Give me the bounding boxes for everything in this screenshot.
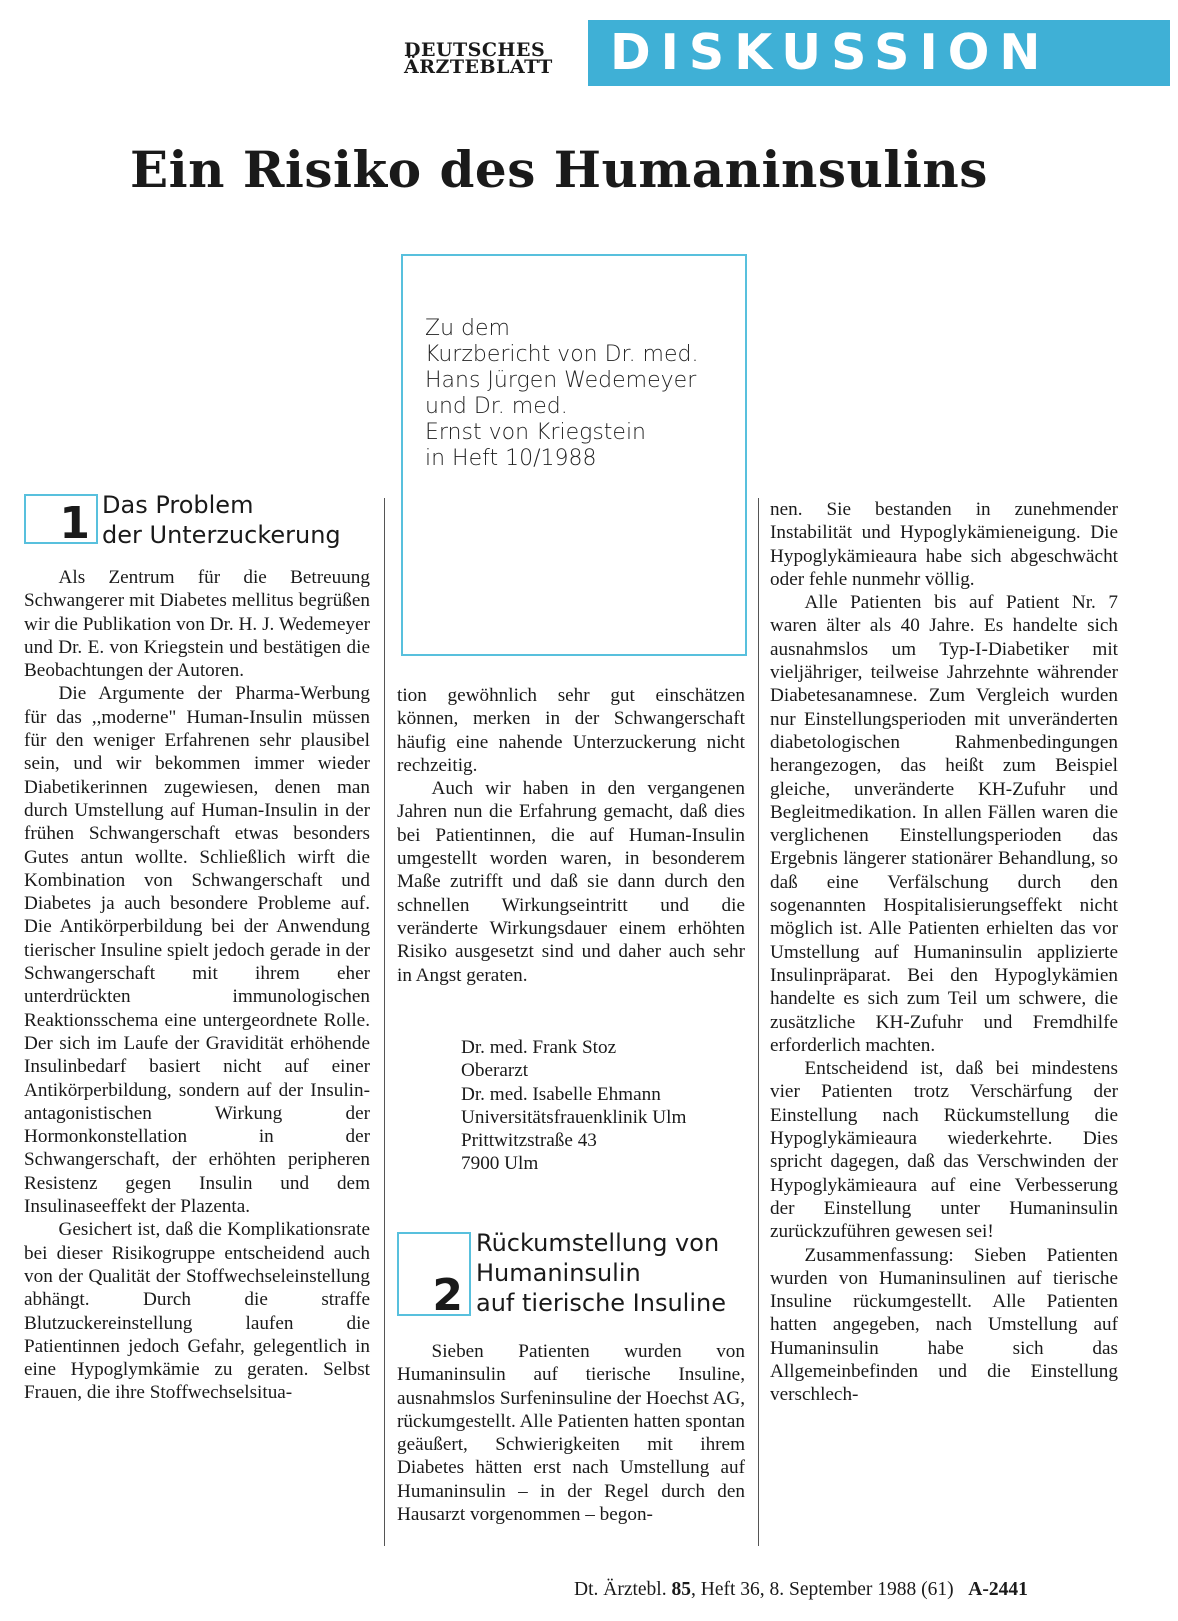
reference-line: Zu dem	[425, 316, 510, 341]
masthead-line2: ÄRZTEBLATT	[404, 56, 553, 78]
paragraph: Als Zentrum für die Betreuung Schwangerer mit Diabetes mellitus begrüßen wir die Publikation von Dr. H. J. Wedemeyer und Dr. E. von Kriegstein und bestätigen die Beobachtungen der Autoren.	[24, 567, 370, 682]
signature-line: Dr. med. Frank Stoz	[461, 1037, 617, 1058]
section-heading-line: der Unterzuckerung	[102, 521, 341, 549]
signature-line: 7900 Ulm	[461, 1153, 539, 1175]
paragraph: Sieben Patienten wurden von Humaninsulin auf tierische Insuline, ausnahmslos Surfeninsuline der Hoechst AG, rückumgestellt. Alle Patienten hatten spontan geäußert, Schwierigkeiten mit ihrem Diabetes hätten erst nach Umstellung auf Humaninsulin – in der Regel durch den Hausarzt vorgenommen – begon-	[397, 1341, 745, 1526]
section-number-box	[24, 494, 98, 549]
paragraph: nen. Sie bestanden in zunehmender Instabilität und Hypoglykämieneigung. Die Hypoglykämieaura habe sich abgeschwächt oder fehle nunmehr völlig.	[770, 499, 1118, 590]
section-heading-line: Rückumstellung von	[476, 1229, 720, 1257]
text-column-2	[397, 684, 745, 987]
section-banner	[588, 20, 1170, 86]
section-label: DISKUSSION	[610, 24, 1051, 81]
signature-line: Prittwitzstraße 43	[461, 1130, 597, 1152]
section-number-box	[397, 1232, 471, 1321]
article-title: Ein Risiko des Humaninsulins	[130, 140, 988, 199]
footer-journal: Dt. Ärztebl.	[574, 1579, 667, 1600]
reference-line: Ernst von Kriegstein	[425, 420, 646, 445]
section-heading-line: Das Problem	[102, 491, 254, 519]
signature-line: Oberarzt	[461, 1060, 529, 1082]
paragraph: Die Argumente der Pharma-Werbung für das ,,moderne" Human-Insulin müssen für den weniger Erfahrenen sehr plausibel sein, und wir bekommen immer wieder Diabetikerinnen zugewiesen, denen man durch Umstellung auf Human-Insulin in der frühen Schwangerschaft etwas besonders Gutes antun wollte. Schließlich wirft die Kombination von Schwangerschaft und Diabetes ja auch besondere Probleme auf. Die Antikörperbildung bei der Anwendung tierischer Insuline spielt jedoch gerade in der Schwangerschaft mit ihrem eher unterdrückten immunologischen Reaktionsschema eine untergeordnete Rolle. Der sich im Laufe der Gravidität erhöhende Insulinbedarf basiert nicht auf einer Antikörperbildung, sondern auf der Insulin-antagonistischen Wirkung der Hormonkonstellation in der Schwangerschaft, der erhöhten peripheren Resistenz gegen Insulin und dem Insulinaseeffekt der Plazenta.	[24, 683, 370, 1218]
footer-page: A-2441	[968, 1579, 1028, 1600]
masthead-line1: DEUTSCHES	[404, 39, 546, 61]
paragraph: Alle Patienten bis auf Patient Nr. 7 waren älter als 40 Jahre. Es handelte sich ausnahmslos um Typ-I-Diabetiker mit vieljähriger, teilweise Jahrzehnte währender Diabetesanamnese. Zum Vergleich wurden nur Einstellungsperioden mit unveränderten diabetologischen Rahmenbedingungen herangezogen, das heißt zum Beispiel gleiche, unveränderte KH-Zufuhr und Begleitmedikation. In allen Fällen waren die verglichenen Einstellungsperioden das Ergebnis längerer stationärer Behandlung, so daß eine Verfälschung durch den sogenannten Hospitalisierungseffekt nicht möglich ist. Alle Patienten erhielten das vor Umstellung auf Humaninsulin applizierte Insulinpräparat. Bei den Hypoglykämien handelte es sich zum Teil um schwere, die zusätzliche KH-Zufuhr und Fremdhilfe erforderlich machten.	[770, 592, 1118, 1056]
paragraph: Entscheidend ist, daß bei mindestens vier Patienten trotz Verschärfung der Einstellung nach Rückumstellung die Hypoglykämieaura wiederkehrte. Dies spricht dagegen, daß das Verschwinden der Hypoglykämieaura auf eine Verbesserung der Einstellung unter Humaninsulin zurückzuführen gewesen sei!	[770, 1058, 1118, 1243]
section-heading-line: Humaninsulin	[476, 1259, 641, 1287]
section-heading	[476, 1228, 726, 1318]
reference-line: Kurzbericht von Dr. med.	[425, 342, 699, 367]
section-number: 2	[432, 1270, 463, 1321]
section-heading	[102, 490, 341, 550]
text-column-3	[770, 498, 1118, 1407]
column-rule	[384, 498, 385, 1546]
signature-line: Dr. med. Isabelle Ehmann	[461, 1083, 661, 1105]
column-rule	[758, 498, 759, 1546]
paragraph: Gesichert ist, daß die Komplikationsrate bei dieser Risikogruppe entscheidend auch von der Qualität der Stoffwechseleinstellung abhängt. Durch die straffe Blutzuckereinstellung laufen die Patientinnen jedoch Gefahr, gelegentlich in eine Hypoglymkämie zu geraten. Selbst Frauen, die ihre Stoffwechselsitua-	[24, 1219, 370, 1404]
section-heading-line: auf tierische Insuline	[476, 1289, 726, 1317]
reference-line: Hans Jürgen Wedemeyer	[425, 368, 697, 393]
paragraph: tion gewöhnlich sehr gut einschätzen können, merken in der Schwangerschaft häufig eine nahende Unterzuckerung nicht rechzeitig.	[397, 685, 745, 776]
masthead-logo	[404, 39, 553, 78]
reference-text	[425, 316, 698, 472]
reference-line: und Dr. med.	[425, 394, 568, 419]
text-column-2-lower	[397, 1340, 745, 1526]
footer-volume: 85	[671, 1579, 691, 1600]
section-number: 1	[59, 498, 90, 549]
signature-line: Universitätsfrauenklinik Ulm	[461, 1106, 687, 1128]
paragraph: Auch wir haben in den vergangenen Jahren nun die Erfahrung gemacht, daß dies bei Patientinnen, die auf Human-Insulin umgestellt worden waren, in besonderem Maße zutrifft und daß sie dann durch den schnellen Wirkungseintritt und die veränderte Wirkungsdauer einem erhöhten Risiko ausgesetzt sind und daher auch sehr in Angst geraten.	[397, 778, 745, 986]
reference-line: in Heft 10/1988	[425, 446, 597, 471]
text-column-1	[24, 566, 370, 1405]
page-footer	[574, 1579, 1028, 1601]
footer-issue: , Heft 36, 8. September 1988 (61)	[690, 1579, 954, 1600]
signature-block	[461, 1036, 686, 1176]
paragraph: Zusammenfassung: Sieben Patienten wurden von Humaninsulinen auf tierische Insuline rückumgestellt. Alle Patienten hatten angegeben, nach Umstellung auf Humaninsulin habe sich das Allgemeinbefinden und die Einstellung verschlech-	[770, 1244, 1118, 1406]
